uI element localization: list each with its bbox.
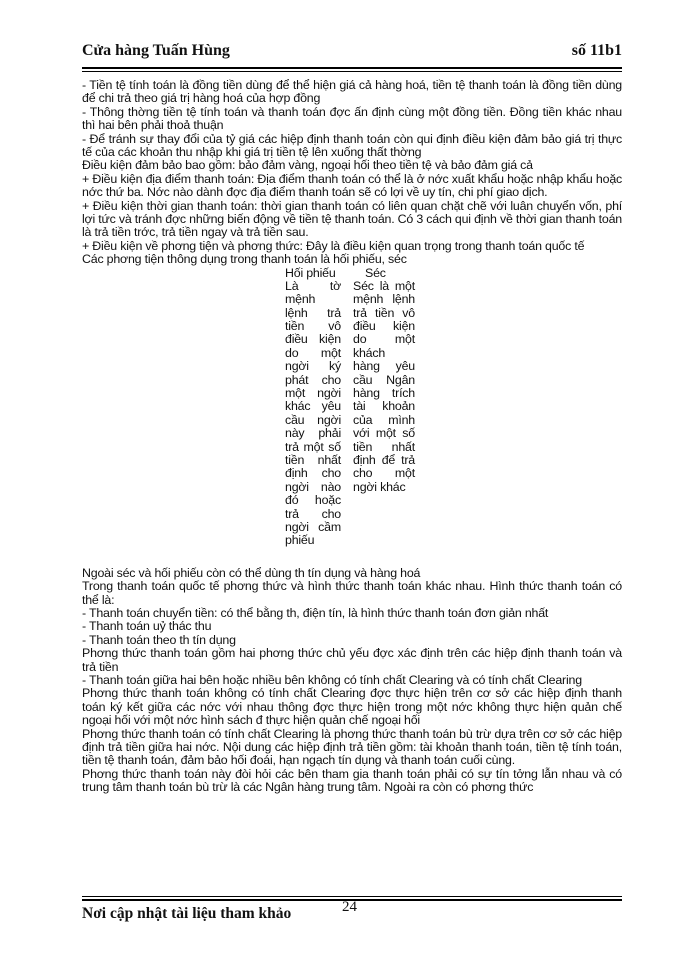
- paragraph: Trong thanh toán quốc tế phơng thức và hình thức thanh toán khác nhau. Hình thức thanh toán có thể là:: [82, 579, 622, 607]
- paragraph: Các phơng tiện thông dụng trong thanh toán là hối phiếu, séc: [82, 252, 407, 267]
- page-number: 24: [342, 899, 357, 915]
- paragraph: Phơng thức thanh toán không có tính chất Clearing đợc thực hiện trên cơ sở các hiệp định thanh toán ký kết giữa các nớc với nhau thông đợc thực hiện trong một nớc không thực hiện quản chế ngoại hối với một nớc hình sách đ thực hiện quản chế ngoại hối: [82, 686, 622, 728]
- shop-name: Cửa hàng Tuấn Hùng: [82, 42, 230, 59]
- header-rule: [82, 67, 622, 69]
- paragraph: + Điều kiện địa điểm thanh toán: Địa điểm thanh toán có thể là ở nớc xuất khẩu hoặc nhập khẩu hoặc nớc thứ ba. Nớc nào dành đợc địa điểm thanh toán sẽ có lợi về uy tín, chi phí giao dịch.: [82, 171, 622, 200]
- paragraph: + Điều kiện thời gian thanh toán: thời gian thanh toán có liên quan chặt chẽ với luân chuyển vốn, phí lợi tức và tránh đợc những biến động về tiền tệ thanh toán. Có 3 cách qui định về thời gian thanh toán là trả tiền trớc, trả tiền ngay và trả tiền sau.: [82, 198, 622, 240]
- paragraph: - Thông thờng tiền tệ tính toán và thanh toán đợc ấn định cùng một đồng tiền. Đồng tiền khác nhau thì hai bên phải thoả thuận: [82, 104, 622, 133]
- paragraph: + Điều kiện về phơng tiện và phơng thức: Đây là điều kiện quan trọng trong thanh toán quốc tế: [82, 238, 585, 253]
- table-cell-bill: Là tờ mệnh lệnh trả tiền vô điều kiện do một ngời ký phát cho một ngời khác yêu cầu ngời này phải trả một số tiền nhất định cho ngời nào đó hoặc trả cho ngời cầm phiếu: [285, 278, 341, 548]
- paragraph: - Thanh toán chuyển tiền: có thể bằng th, điện tín, là hình thức thanh toán đơn giản nhất: [82, 605, 549, 620]
- table-header-cheque: Séc: [365, 265, 386, 280]
- paragraph: Ngoài séc và hối phiếu còn có thể dùng th tín dụng và hàng hoá: [82, 565, 421, 580]
- paragraph: Phơng thức thanh toán có tính chất Clearing là phơng thức thanh toán bù trừ dựa trên cơ sở các hiệp định trả tiền giữa hai nớc. Nội dung các hiệp định trả tiền gồm: tài khoản thanh toán, tiền tệ tính toán, tiền tệ thanh toán, đảm bảo hối đoái, hạn ngạch tín dụng và thanh toán cuối cùng.: [82, 726, 622, 768]
- paragraph: - Thanh toán theo th tín dụng: [82, 632, 236, 647]
- paragraph: - Thanh toán uỷ thác thu: [82, 619, 212, 634]
- page-header: [82, 38, 622, 64]
- table-header-bill: Hối phiếu: [285, 265, 336, 280]
- footer-rule-thin: [82, 896, 622, 897]
- paragraph: - Tiền tệ tính toán là đồng tiền dùng để thể hiện giá cả hàng hoá, tiền tệ thanh toán là đồng tiền dùng để chi trả theo giá trị hàng hoá của hợp đồng: [82, 78, 622, 106]
- issue-number: số 11b1: [571, 42, 622, 59]
- paragraph: Phơng thức thanh toán gồm hai phơng thức chủ yếu đợc xác định trên các hiệp định thanh toán và trả tiền: [82, 646, 622, 674]
- footer-text: Nơi cập nhật tài liệu tham khảo: [82, 905, 292, 922]
- paragraph: Điều kiện đảm bảo bao gồm: bảo đảm vàng, ngoại hối theo tiền tệ và bảo đảm giá cả: [82, 158, 533, 173]
- document-body: [82, 79, 622, 795]
- header-rule-thin: [82, 71, 622, 72]
- comparison-table: [82, 267, 622, 567]
- paragraph: - Để tránh sự thay đổi của tỷ giá các hiệp định thanh toán còn qui định điều kiện đảm bảo giá trị thực tế của các khoản thu nhập khi giá trị tiền tệ lên xuống thất thờng: [82, 131, 622, 160]
- paragraph: Phơng thức thanh toán này đòi hỏi các bên tham gia thanh toán phải có sự tín tởng lẫn nhau và có trung tâm thanh toán bù trừ là các Ngân hàng trung tâm. Ngoài ra còn có phơng thức: [82, 766, 622, 795]
- table-cell-cheque: Séc là một mệnh lệnh trả tiền vô điều kiện do một khách hàng yêu cầu Ngân hàng trích tài khoản của mình với một số tiền nhất định để trả cho một ngời khác: [353, 278, 415, 494]
- paragraph: - Thanh toán giữa hai bên hoặc nhiều bên không có tính chất Clearing và có tính chất Clearing: [82, 672, 582, 687]
